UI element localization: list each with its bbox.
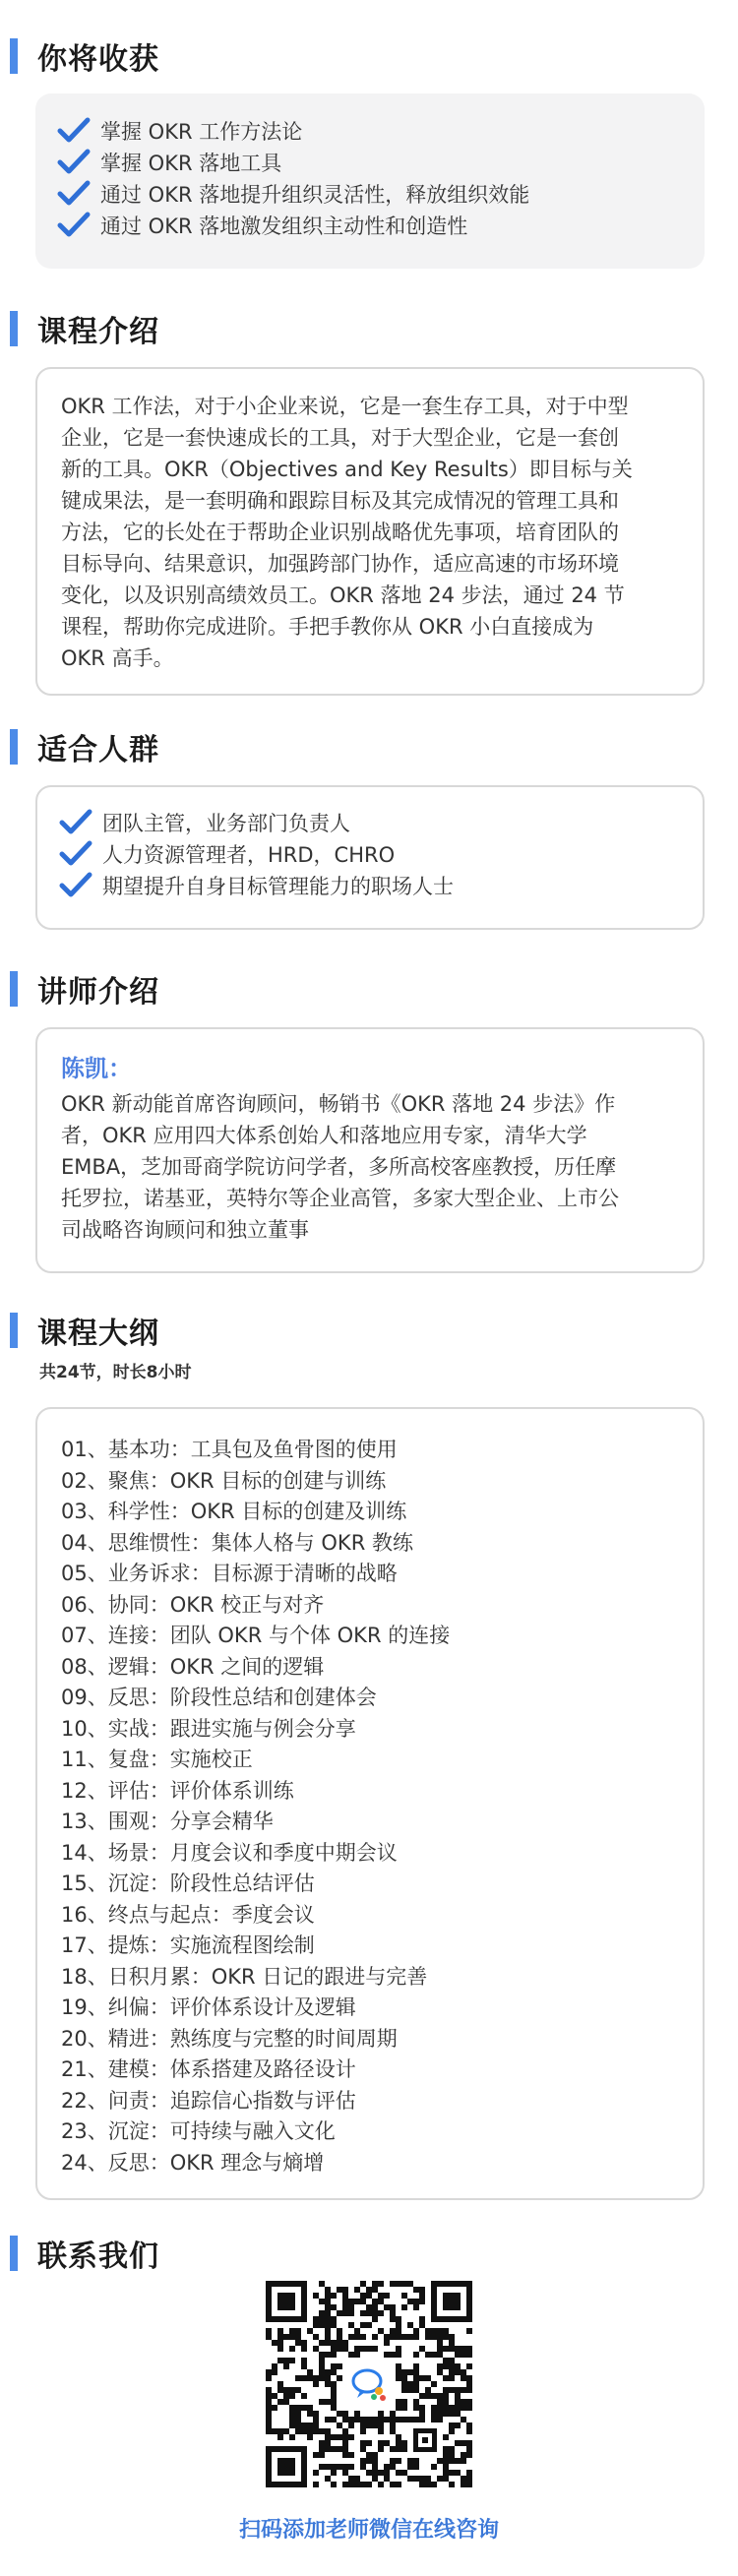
syllabus-list — [61, 1435, 703, 2178]
syllabus-item: 07、连接：团队 OKR 与个体 OKR 的连接 — [61, 1624, 451, 1647]
syllabus-item: 08、逻辑：OKR 之间的逻辑 — [61, 1654, 325, 1679]
section-heading-audience — [10, 727, 159, 767]
intro-text — [61, 391, 679, 674]
section-heading-intro — [10, 309, 159, 348]
list-item-label: 掌握 OKR 落地工具 — [100, 152, 282, 175]
syllabus-item: 01、基本功：工具包及鱼骨图的使用 — [61, 1438, 398, 1461]
list-item-label: 掌握 OKR 工作方法论 — [100, 120, 303, 144]
syllabus-item: 18、日积月累：OKR 日记的跟进与完善 — [61, 1964, 428, 1989]
audience-list — [59, 807, 703, 901]
gains-list — [57, 115, 705, 241]
list-item — [57, 147, 705, 178]
teacher-name: 陈凯： — [61, 1055, 132, 1082]
audience-card — [35, 785, 705, 930]
heading-accent-bar — [10, 971, 18, 1007]
syllabus-item: 21、建模：体系搭建及路径设计 — [61, 2057, 356, 2081]
list-item — [59, 807, 703, 838]
heading-accent-bar — [10, 2236, 18, 2271]
teacher-bio — [61, 1088, 679, 1246]
heading-accent-bar — [10, 1313, 18, 1348]
heading-accent-bar — [10, 311, 18, 346]
text-line: 托罗拉，诺基亚，英特尔等企业高管，多家大型企业、上市公 — [61, 1187, 619, 1210]
text-line: 企业，它是一套快速成长的工具，对于大型企业，它是一套创 — [61, 426, 619, 450]
syllabus-item: 22、问责：追踪信心指数与评估 — [61, 2088, 356, 2113]
check-icon — [57, 117, 91, 145]
section-title: 联系我们 — [37, 2239, 159, 2274]
syllabus-item: 11、复盘：实施校正 — [61, 1748, 253, 1771]
text-line: 键成果法，是一套明确和跟踪目标及其完成情况的管理工具和 — [61, 489, 619, 513]
list-item-label: 通过 OKR 落地激发组织主动性和创造性 — [100, 215, 468, 238]
wechat-work-logo-icon — [347, 2362, 391, 2406]
qr-code-image — [266, 2281, 472, 2487]
syllabus-item: 06、协同：OKR 校正与对齐 — [61, 1592, 325, 1617]
syllabus-item: 23、沉淀：可持续与融入文化 — [61, 2119, 336, 2143]
qr-finder-bottom-left — [266, 2446, 307, 2487]
section-heading-syllabus — [10, 1311, 159, 1350]
list-item — [59, 838, 703, 870]
text-line: 目标导向、结果意识，加强跨部门协作，适应高速的市场环境 — [61, 552, 619, 576]
list-item-label: 团队主管，业务部门负责人 — [102, 812, 350, 835]
syllabus-meta: 共24节，时长8小时 — [39, 1363, 192, 1382]
syllabus-item: 24、反思：OKR 理念与熵增 — [61, 2150, 325, 2175]
text-line: 变化，以及识别高绩效员工。OKR 落地 24 步法，通过 24 节 — [61, 583, 625, 607]
section-title: 课程介绍 — [37, 315, 159, 349]
check-icon — [57, 149, 91, 176]
text-line: OKR 工作法，对于小企业来说，它是一套生存工具，对于中型 — [61, 395, 629, 418]
intro-card — [35, 367, 705, 696]
list-item — [57, 115, 705, 147]
text-line: 司战略咨询顾问和独立董事 — [61, 1218, 309, 1242]
check-icon — [59, 840, 92, 868]
syllabus-item: 09、反思：阶段性总结和创建体会 — [61, 1686, 377, 1709]
list-item-label: 期望提升自身目标管理能力的职场人士 — [102, 875, 454, 898]
check-icon — [59, 809, 92, 836]
syllabus-item: 16、终点与起点：季度会议 — [61, 1902, 315, 1927]
section-title: 讲师介绍 — [37, 975, 159, 1010]
syllabus-item: 15、沉淀：阶段性总结评估 — [61, 1871, 315, 1895]
qr-alignment — [413, 2428, 437, 2452]
qr-code — [266, 2281, 472, 2487]
qr-caption: 扫码添加老师微信在线咨询 — [238, 2518, 499, 2543]
syllabus-item: 05、业务诉求：目标源于清晰的战略 — [61, 1562, 398, 1585]
text-line: EMBA，芝加哥商学院访问学者，多所高校客座教授，历任摩 — [61, 1155, 617, 1179]
qr-finder-top-right — [431, 2281, 472, 2322]
text-line: 新的工具。OKR（Objectives and Key Results）即目标与关 — [61, 458, 633, 481]
section-heading-teacher — [10, 969, 159, 1009]
heading-accent-bar — [10, 38, 18, 74]
section-heading-contact — [10, 2234, 159, 2273]
syllabus-card — [35, 1407, 705, 2200]
list-item-label: 通过 OKR 落地提升组织灵活性，释放组织效能 — [100, 183, 530, 207]
syllabus-item: 20、精进：熟练度与完整的时间周期 — [61, 2026, 398, 2051]
syllabus-item: 13、围观：分享会精华 — [61, 1809, 274, 1833]
check-icon — [57, 212, 91, 239]
teacher-card — [35, 1027, 705, 1273]
syllabus-item: 12、评估：评价体系训练 — [61, 1778, 294, 1803]
list-item — [59, 870, 703, 901]
check-icon — [59, 872, 92, 899]
syllabus-item: 19、纠偏：评价体系设计及逻辑 — [61, 1995, 356, 2019]
list-item-label: 人力资源管理者，HRD，CHRO — [102, 843, 396, 867]
list-item — [57, 178, 705, 210]
syllabus-item: 14、场景：月度会议和季度中期会议 — [61, 1840, 398, 1865]
syllabus-item: 03、科学性：OKR 目标的创建及训练 — [61, 1500, 407, 1523]
gains-card — [35, 93, 705, 269]
syllabus-item: 10、实战：跟进实施与例会分享 — [61, 1716, 356, 1741]
text-line: 课程，帮助你完成进阶。手把手教你从 OKR 小白直接成为 — [61, 615, 594, 639]
section-heading-gains — [10, 36, 159, 76]
section-title: 你将收获 — [37, 42, 159, 77]
syllabus-item: 04、思维惯性：集体人格与 OKR 教练 — [61, 1530, 413, 1555]
list-item — [57, 210, 705, 241]
qr-finder-top-left — [266, 2281, 307, 2322]
syllabus-item: 17、提炼：实施流程图绘制 — [61, 1933, 315, 1957]
section-title: 课程大纲 — [37, 1317, 159, 1351]
check-icon — [57, 180, 91, 208]
syllabus-item: 02、聚焦：OKR 目标的创建与训练 — [61, 1468, 387, 1493]
text-line: OKR 新动能首席咨询顾问，畅销书《OKR 落地 24 步法》作 — [61, 1092, 616, 1116]
text-line: 者，OKR 应用四大体系创始人和落地应用专家，清华大学 — [61, 1124, 587, 1147]
text-line: OKR 高手。 — [61, 646, 174, 670]
heading-accent-bar — [10, 729, 18, 765]
text-line: 方法，它的长处在于帮助企业识别战略优先事项，培育团队的 — [61, 521, 619, 544]
section-title: 适合人群 — [37, 733, 159, 767]
